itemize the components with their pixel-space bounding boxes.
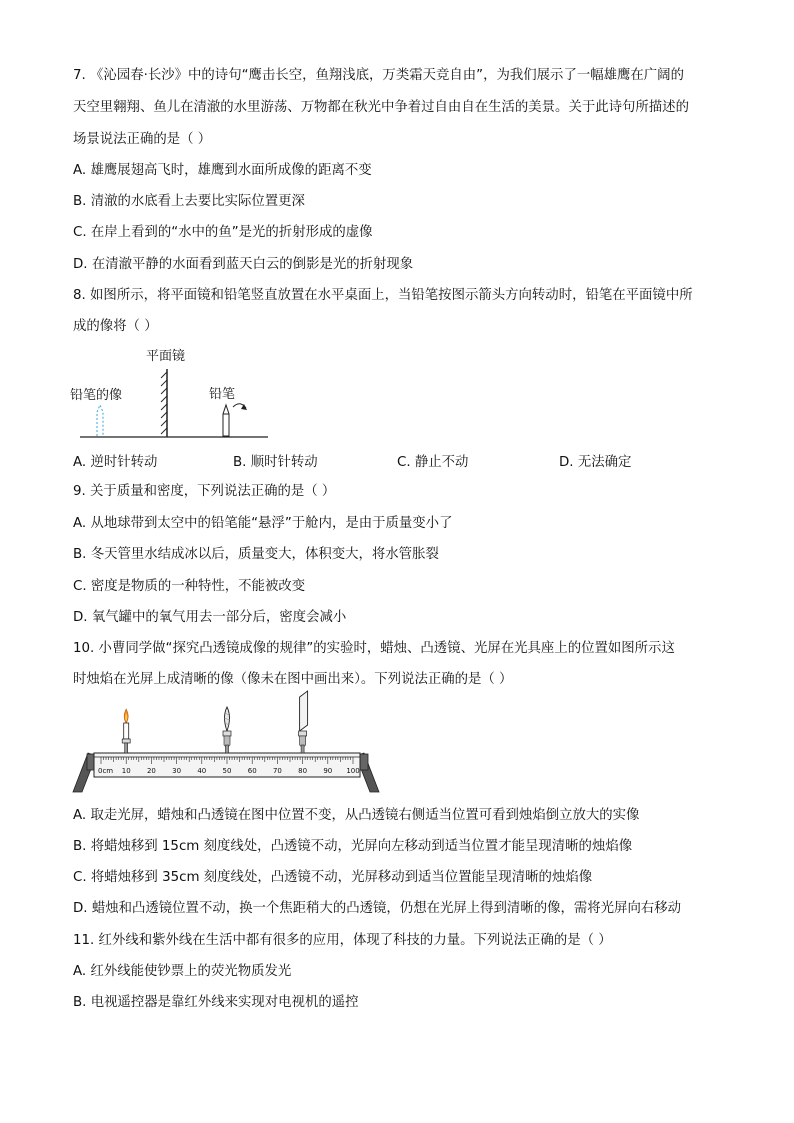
q11-option-b: B. 电视遥控器是靠红外线来实现对电视机的遥控 [73,995,359,1010]
q10-option-a: A. 取走光屏，蜡烛和凸透镜在图中位置不变，从凸透镜右侧适当位置可看到烛焰倒立放大的实像 [73,808,640,823]
q8-stem-line-2: 成的像将（ ） [73,319,158,334]
q7-stem-line-2: 天空里翱翔、鱼儿在清澈的水里游荡、万物都在秋光中争着过自由自在生活的美景。关于此诗句所描述的 [73,100,689,115]
q7-stem-line-3: 场景说法正确的是（ ） [73,132,212,147]
q8-option-c: C. 静止不动 [397,455,469,470]
q10-convex-lens [223,707,231,753]
q11-option-a: A. 红外线能使钞票上的荧光物质发光 [73,964,292,979]
scale-label: 10 [121,767,131,775]
q7-option-a: A. 雄鹰展翅高飞时，雄鹰到水面所成像的距离不变 [73,163,372,178]
q10-light-screen [299,691,308,753]
scale-label: 50 [222,767,232,775]
q11-stem: 11. 红外线和紫外线在生活中都有很多的应用，体现了科技的力量。下列说法正确的是（ ） [73,933,612,948]
scale-label: 20 [146,767,156,775]
q7-option-d: D. 在清澈平静的水面看到蓝天白云的倒影是光的折射现象 [73,257,414,272]
q8-option-d: D. 无法确定 [559,455,632,470]
q10-stem-line-2: 时烛焰在光屏上成清晰的像（像未在图中画出来）。下列说法正确的是（ ） [73,672,513,687]
scale-label: 60 [247,767,257,775]
q9-stem: 9. 关于质量和密度，下列说法正确的是（ ） [73,484,336,499]
scale-label: 0cm [98,767,114,775]
q8-option-b: B. 顺时针转动 [233,455,318,470]
q8-option-a: A. 逆时针转动 [73,455,158,470]
q8-pencil-label: 铅笔 [209,387,236,402]
q10-bench-right-post [360,754,368,770]
scale-label: 40 [197,767,207,775]
q7-stem-line-1: 7. 《沁园春·长沙》中的诗句“鹰击长空，鱼翔浅底，万类霜天竞自由”，为我们展示了一幅雄鹰在广阔的 [73,68,684,83]
scale-label: 30 [172,767,182,775]
q10-option-c: C. 将蜡烛移到 35cm 刻度线处，凸透镜不动，光屏移动到适当位置能呈现清晰的烛焰像 [73,870,593,885]
q8-mirror-label: 平面镜 [146,349,186,364]
q9-option-c: C. 密度是物质的一种特性，不能被改变 [73,579,306,594]
q9-option-d: D. 氧气罐中的氧气用去一部分后，密度会减小 [73,610,347,625]
scale-label: 70 [272,767,282,775]
q7-option-c: C. 在岸上看到的“水中的鱼”是光的折射形成的虚像 [73,225,373,240]
scale-label: 100 [346,767,360,775]
q10-stem-line-1: 10. 小曹同学做“探究凸透镜成像的规律”的实验时，蜡烛、凸透镜、光屏在光具座上的位置如图所示这 [73,641,675,656]
q10-candle [122,709,130,753]
q7-option-b: B. 清澈的水底看上去要比实际位置更深 [73,194,305,209]
q10-option-b: B. 将蜡烛移到 15cm 刻度线处，凸透镜不动，光屏向左移动到适当位置才能呈现清晰的烛焰像 [73,839,633,854]
q9-option-b: B. 冬天管里水结成冰以后，质量变大，体积变大，将水管胀裂 [73,547,439,562]
q9-option-a: A. 从地球带到太空中的铅笔能“悬浮”于舱内，是由于质量变小了 [73,516,453,531]
scale-label: 90 [323,767,333,775]
scale-label: 80 [298,767,308,775]
q8-image-label: 铅笔的像 [70,388,123,403]
q10-option-d: D. 蜡烛和凸透镜位置不动，换一个焦距稍大的凸透镜，仍想在光屏上得到清晰的像，需将光屏向右移动 [73,901,682,916]
q8-stem-line-1: 8. 如图所示，将平面镜和铅笔竖直放置在水平桌面上，当铅笔按图示箭头方向转动时，铅笔在平面镜中所 [73,288,693,303]
